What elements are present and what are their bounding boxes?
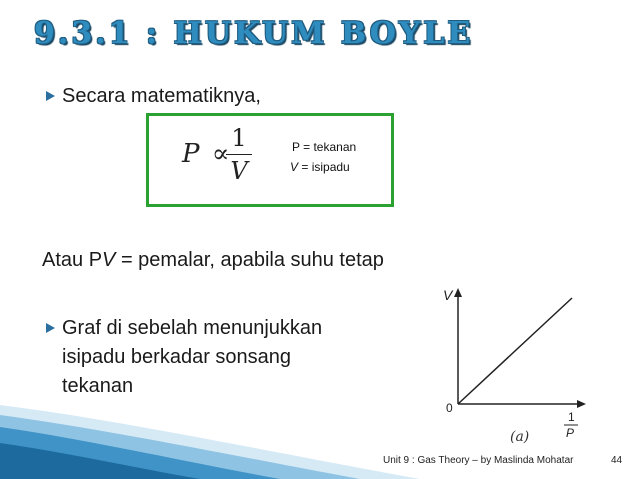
data-line bbox=[458, 298, 572, 404]
volume-vs-inverse-pressure-graph bbox=[430, 280, 600, 450]
formula-lhs: P ∝ bbox=[182, 139, 230, 169]
x-axis-label-denominator: P bbox=[566, 426, 575, 440]
y-axis-arrow bbox=[454, 288, 462, 297]
y-axis-label: V bbox=[443, 287, 453, 303]
x-axis-arrow bbox=[577, 400, 586, 408]
fraction-numerator: 1 bbox=[231, 124, 247, 152]
statement-text: Atau PV = pemalar, apabila suhu tetap bbox=[42, 249, 384, 271]
x-axis-label-numerator: 1 bbox=[568, 410, 575, 424]
slide-title: 9.3.1 : HUKUM BOYLE bbox=[34, 16, 474, 51]
legend-volume: V = isipadu bbox=[290, 160, 350, 174]
footer-text: Unit 9 : Gas Theory – by Maslinda Mohatar bbox=[383, 455, 574, 466]
page-number: 44 bbox=[611, 455, 623, 466]
fraction-denominator: V bbox=[230, 157, 248, 185]
legend-pressure: P = tekanan bbox=[292, 140, 357, 154]
bullet-icon bbox=[46, 91, 55, 101]
bullet-text-1: Secara matematiknya, bbox=[62, 85, 261, 107]
graph-caption: (a) bbox=[510, 429, 530, 445]
formula-fraction bbox=[226, 124, 252, 185]
proportional-symbol: ∝ bbox=[211, 139, 230, 169]
bullet-icon bbox=[46, 323, 55, 333]
origin-label: 0 bbox=[446, 401, 453, 415]
fraction-bar bbox=[226, 154, 252, 155]
bullet-text-2-line-1: Graf di sebelah menunjukkan bbox=[62, 317, 323, 339]
bullet-text-2-line-3: tekanan bbox=[62, 375, 134, 397]
bullet-text-2-line-2: isipadu berkadar sonsang bbox=[62, 346, 292, 368]
